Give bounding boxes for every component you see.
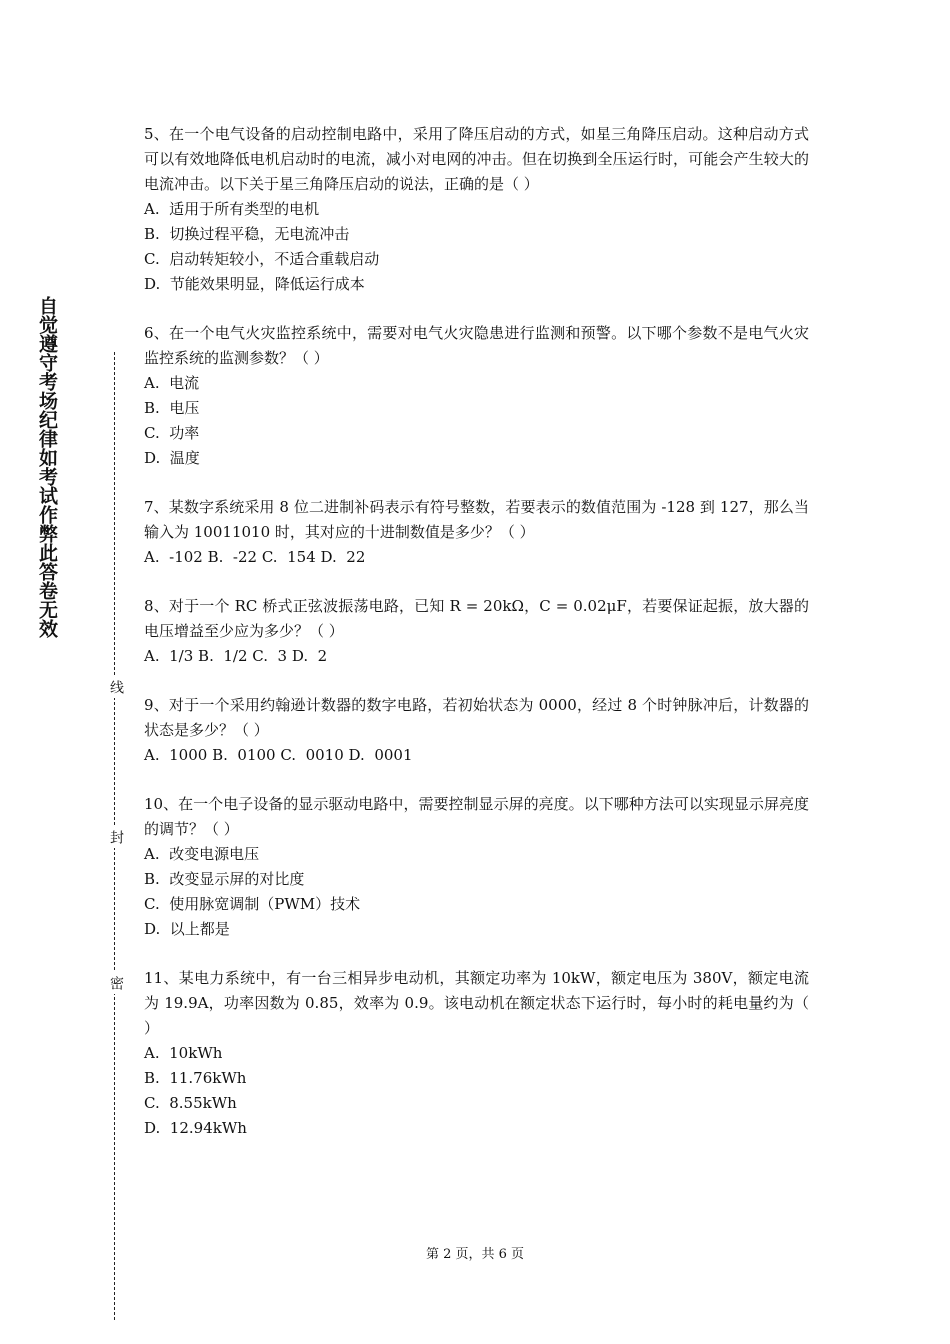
- option-c: C. 8.55kWh: [144, 1094, 237, 1112]
- question-5: [144, 122, 809, 297]
- option-d: D. 以上都是: [144, 920, 230, 938]
- option-c: C. 使用脉宽调制（PWM）技术: [144, 895, 361, 913]
- question-stem: 8、对于一个 RC 桥式正弦波振荡电路，已知 R = 20kΩ，C = 0.02μF，若要保证起振，放大器的电压增益至少应为多少？（ ）: [144, 597, 809, 640]
- option-b: B. 电压: [144, 399, 200, 417]
- question-stem: 10、在一个电子设备的显示驱动电路中，需要控制显示屏的亮度。以下哪种方法可以实现显示屏亮度的调节？（ ）: [144, 795, 809, 838]
- question-7: [144, 495, 809, 570]
- option-b: B. 11.76kWh: [144, 1069, 247, 1087]
- option-a: A. 改变电源电压: [144, 845, 260, 863]
- option-d: D. 温度: [144, 449, 200, 467]
- question-stem: 9、对于一个采用约翰逊计数器的数字电路，若初始状态为 0000，经过 8 个时钟脉冲后，计数器的状态是多少？（ ）: [144, 696, 809, 739]
- option-c: C. 功率: [144, 424, 200, 442]
- question-10: [144, 792, 809, 942]
- binding-secret-label: 密: [106, 972, 124, 994]
- options-inline: A. 1000 B. 0100 C. 0010 D. 0001: [144, 746, 413, 764]
- question-9: [144, 693, 809, 768]
- option-a: A. 适用于所有类型的电机: [144, 200, 320, 218]
- exam-discipline-warning: 自觉遵守考场纪律如考试作弊此答卷无效: [36, 296, 58, 638]
- option-a: A. 10kWh: [144, 1044, 223, 1062]
- option-b: B. 改变显示屏的对比度: [144, 870, 305, 888]
- option-c: C. 启动转矩较小，不适合重载启动: [144, 250, 380, 268]
- question-stem: 6、在一个电气火灾监控系统中，需要对电气火灾隐患进行监测和预警。以下哪个参数不是电气火灾监控系统的监测参数？（ ）: [144, 324, 809, 367]
- question-11: [144, 966, 809, 1141]
- binding-line-label: 线: [106, 676, 124, 698]
- question-8: [144, 594, 809, 669]
- question-stem: 7、某数字系统采用 8 位二进制补码表示有符号整数，若要表示的数值范围为 -128 到 127，那么当输入为 10011010 时，其对应的十进制数值是多少？（ ）: [144, 498, 809, 541]
- question-stem: 11、某电力系统中，有一台三相异步电动机，其额定功率为 10kW，额定电压为 380V，额定电流为 19.9A，功率因数为 0.85，效率为 0.9。该电动机在额定状态下运行时，每小时的耗电量约为（ ）: [144, 969, 809, 1037]
- option-a: A. 电流: [144, 374, 200, 392]
- option-d: D. 12.94kWh: [144, 1119, 247, 1137]
- question-list: [144, 122, 809, 1165]
- binding-seal-label: 封: [106, 826, 124, 848]
- question-stem: 5、在一个电气设备的启动控制电路中，采用了降压启动的方式，如星三角降压启动。这种启动方式可以有效地降低电机启动时的电流，减小对电网的冲击。但在切换到全压运行时，可能会产生较大的电流冲击。以下关于星三角降压启动的说法，正确的是（ ）: [144, 125, 809, 193]
- options-inline: A. 1/3 B. 1/2 C. 3 D. 2: [144, 647, 328, 665]
- option-b: B. 切换过程平稳，无电流冲击: [144, 225, 350, 243]
- page-number-footer: 第 2 页，共 6 页: [425, 1247, 525, 1262]
- options-inline: A. -102 B. -22 C. 154 D. 22: [144, 548, 366, 566]
- option-d: D. 节能效果明显，降低运行成本: [144, 275, 365, 293]
- question-6: [144, 321, 809, 471]
